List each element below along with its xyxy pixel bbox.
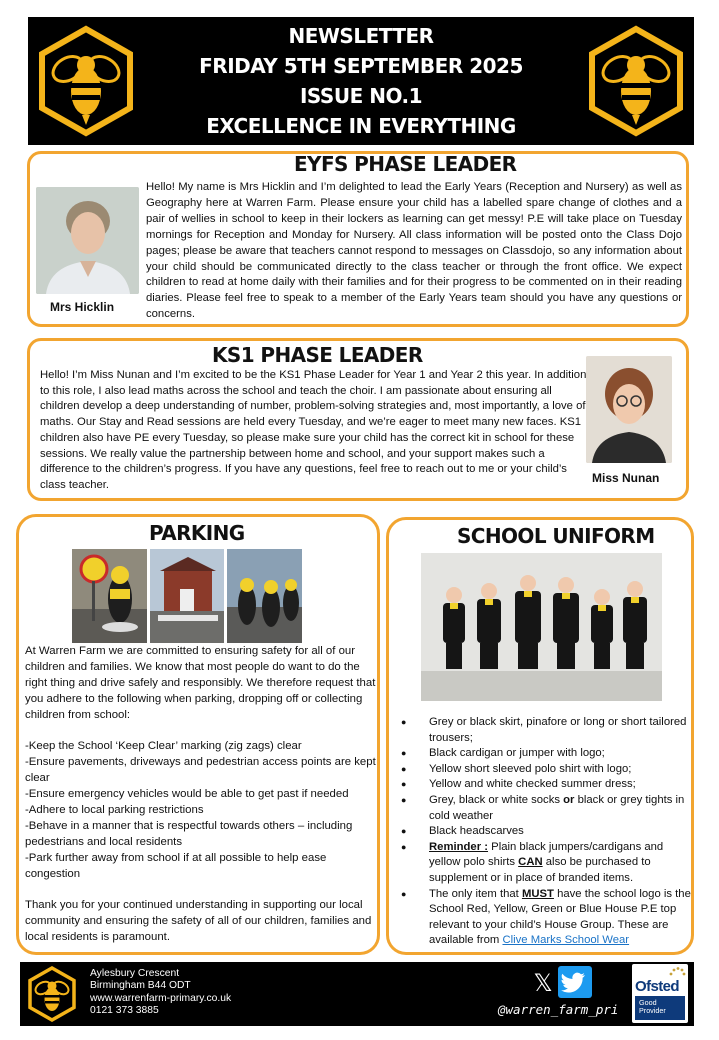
ks1-body: Hello! I’m Miss Nunan and I’m excited to be the KS1 Phase Leader for Year 1 and Year 2 this year. In addition to this role, I also lead maths across the school and teach the choir. I am passionate about ensuring all children develop a deep understanding of number, problem-solving strategies and, most importantly, a love of maths. Our Stay and Read sessions are held every Tuesday, and we’re eager to meet many new faces. KS1 children also have PE every Tuesday, so please make sure your child has the correct kit in school for these sessions. We really value the partnership between home and school, and your support makes such a difference to the children’s progress. If you have any questions, feel free to reach out to me or your child’s class teacher. (40, 369, 587, 491)
header-line-newsletter: NEWSLETTER (288, 24, 434, 48)
footer (20, 962, 694, 1026)
website-text[interactable]: www.warrenfarm-primary.co.uk (90, 992, 232, 1004)
mrs-hicklin-photo (36, 187, 139, 294)
ofsted-wordmark: Ofsted (635, 978, 679, 995)
socks-text: Grey, black or white socks (429, 793, 564, 806)
eyfs-section (27, 151, 689, 327)
parking-rule: -Park further away from school if at all possible to help ease congestion (25, 851, 327, 880)
ofsted-rating (635, 996, 685, 1020)
parking-intro: At Warren Farm we are committed to ensuring safety for all of our children and families. We know that most people do want to do the right thing and drive safely and responsibly. We therefore request that you adhere to the following when parking, dropping off or collecting children from school: (25, 645, 376, 721)
parking-title: PARKING (149, 521, 245, 545)
school-building-photo (150, 549, 225, 643)
miss-nunan-photo (586, 356, 672, 463)
reminder-label: Reminder : (429, 840, 489, 853)
header-title (138, 21, 584, 141)
address-line: Aylesbury Crescent (90, 968, 180, 979)
ofsted-rating-line: Good (639, 998, 657, 1007)
twitter-bird-icon[interactable] (558, 966, 592, 998)
parking-rule: -Ensure emergency vehicles would be able to get past if needed (25, 788, 349, 801)
parking-rule: -Behave in a manner that is respectful towards others – including pedestrians and local residents (25, 819, 353, 848)
list-item (395, 793, 695, 824)
list-item: ● Yellow and white checked summer dress; (395, 777, 695, 793)
uniform-children-photo (421, 553, 662, 701)
list-item: ● Black cardigan or jumper with logo; (395, 746, 695, 762)
x-logo-icon[interactable]: 𝕏 (533, 969, 553, 997)
only-item-text: The only item that (429, 887, 522, 900)
eyfs-title: EYFS PHASE LEADER (294, 152, 517, 176)
phone-text: 0121 373 3885 (90, 1005, 159, 1017)
parking-section (16, 514, 380, 955)
uniform-list (395, 715, 695, 949)
only-item-text-end: have the school logo is the School Red, Yellow, Green or Blue House P.E top relevant to your child’s House Group. These are available from (429, 887, 691, 947)
header-line-motto: EXCELLENCE IN EVERYTHING (206, 114, 516, 138)
parking-body (25, 644, 377, 946)
socks-text-end: black or grey tights in cold weather (429, 793, 685, 822)
uniform-title: SCHOOL UNIFORM (457, 524, 655, 548)
parking-spacer (25, 724, 377, 740)
eyfs-body: Hello! My name is Mrs Hicklin and I’m delighted to lead the Early Years (Reception and Nursery) as well as Geography here at Warren Farm. Please ensure your child has a labelled spare change of clothes and a pair of wellies in school to keep in their lockers as learning can get messy! P.E will take place on Tuesday mornings for Reception and Monday for Nursery. All class information will be posted onto the Class Dojo pages; please be aware that teachers cannot respond to messages on Classdojo, so any information about your child should be communicated directly to the class teacher or through the front office. We expect children to read at home daily with their families and for their progress to be commented on in their reading diaries. Please feel free to speak to a member of the Early Years team should you have any questions or concerns. (146, 181, 682, 321)
parking-photos (72, 549, 302, 643)
socks-or: or (563, 793, 575, 806)
reminder-text-end: also be purchased to supplement or in place of branded items. (429, 856, 651, 884)
only-item-must: MUST (521, 887, 554, 900)
list-item (395, 887, 695, 949)
reminder-can: CAN (518, 856, 543, 869)
parking-rule: -Keep the School ‘Keep Clear’ marking (zig zags) clear (25, 740, 302, 753)
ks1-title: KS1 PHASE LEADER (212, 343, 423, 367)
header-line-date: FRIDAY 5TH SEPTEMBER 2025 (199, 54, 523, 78)
ofsted-stars-icon (668, 966, 686, 978)
list-item: ● Yellow short sleeved polo shirt with logo; (395, 762, 695, 778)
newsletter-header (28, 17, 694, 145)
parking-closing: Thank you for your continued understanding in supporting our local community and ensuring the safety of all of our children, families and local residents is paramount. (25, 899, 372, 944)
list-item: ● Grey or black skirt, pinafore or long or short tailored trousers; (395, 715, 695, 746)
parking-rule: -Ensure pavements, driveways and pedestrian access points are kept clear (25, 756, 376, 785)
parking-sign-photo (72, 549, 147, 643)
bee-logo-icon (26, 966, 78, 1022)
parking-spacer (25, 883, 377, 899)
address-line: Birmingham B44 ODT (90, 980, 191, 992)
bollard-figures-photo (227, 549, 302, 643)
mrs-hicklin-caption: Mrs Hicklin (50, 300, 115, 314)
list-item: ● Black headscarves (395, 824, 695, 840)
uniform-section (386, 517, 694, 955)
school-address (90, 968, 231, 1018)
ofsted-rating-line: Provider (639, 1006, 666, 1015)
clive-marks-link[interactable]: Clive Marks School Wear (502, 934, 630, 947)
bee-logo-icon (586, 25, 686, 137)
parking-rule: -Adhere to local parking restrictions (25, 804, 204, 817)
reminder-text: Plain black jumpers/cardigans and yellow polo shirts (429, 840, 664, 869)
bee-logo-icon (36, 25, 136, 137)
ks1-section (27, 338, 689, 501)
ofsted-badge (632, 964, 688, 1023)
miss-nunan-caption: Miss Nunan (592, 471, 660, 485)
list-item (395, 840, 695, 887)
social-handle: @warren_farm_pri (498, 1002, 619, 1017)
header-line-issue: ISSUE NO.1 (299, 84, 423, 108)
